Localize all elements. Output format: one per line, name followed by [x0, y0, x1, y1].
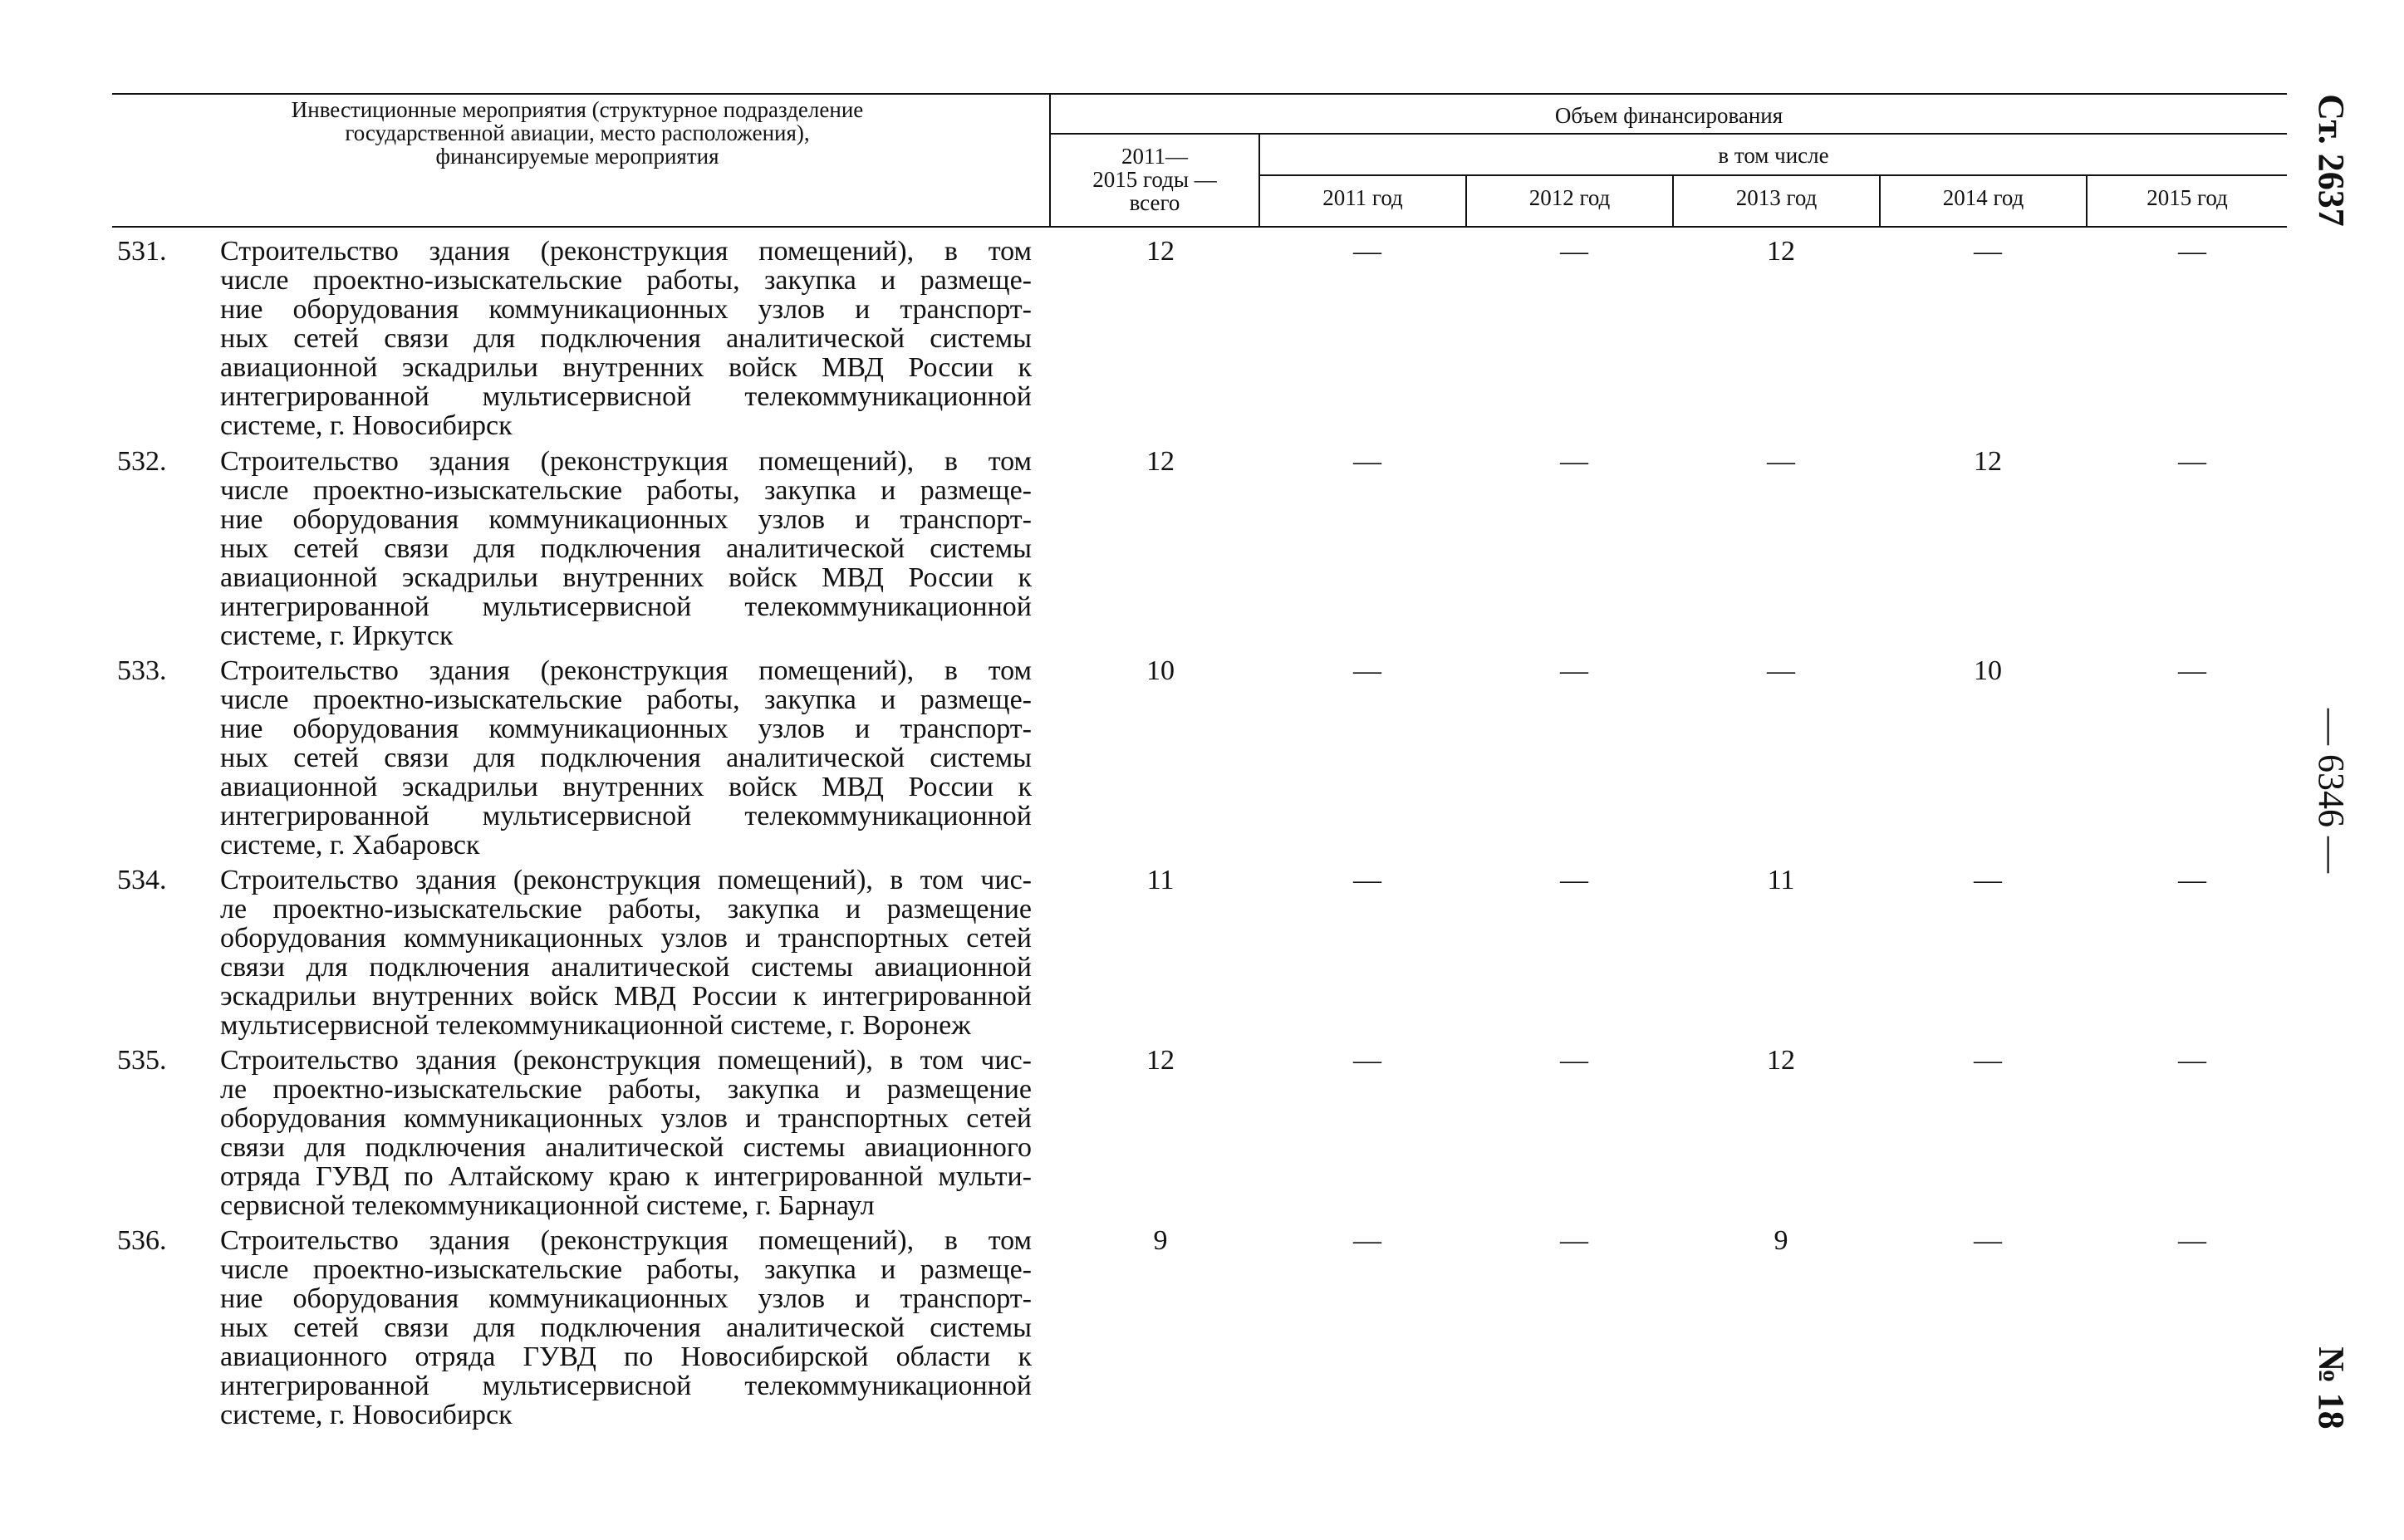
header-including: в том числе	[1718, 143, 1829, 168]
value-total: 12	[1146, 1045, 1175, 1076]
description-line: Строительство здания (реконструкция помещений), в том	[220, 446, 1032, 477]
header-funding: Объем финансирования	[1554, 103, 1783, 128]
description-line: ле проектно-изыскательские работы, закупка и размещение	[220, 1074, 1032, 1105]
value-2012: —	[1560, 655, 1588, 686]
header-funding-rule	[1049, 133, 2287, 135]
header-total	[1051, 145, 1258, 214]
header-measures-line: финансируемые мероприятия	[435, 144, 719, 169]
header-year-2015: 2015 год	[2146, 185, 2228, 210]
header-year-2011: 2011 год	[1322, 185, 1403, 210]
row-description	[220, 656, 1032, 860]
description-line: оборудования коммуникационных узлов и транспортных сетей	[220, 1103, 1032, 1134]
description-line: системе, г. Хабаровск	[220, 830, 480, 861]
value-2011: —	[1353, 236, 1381, 267]
description-line: оборудования коммуникационных узлов и транспортных сетей	[220, 923, 1032, 954]
value-2011: —	[1353, 655, 1381, 686]
value-2013: 11	[1767, 865, 1795, 895]
description-line: ных сетей связи для подключения аналитической системы	[220, 533, 1032, 564]
description-line: связи для подключения аналитической системы авиационной	[220, 952, 1032, 983]
header-total-line: всего	[1129, 190, 1180, 215]
value-total: 12	[1146, 236, 1175, 267]
header-year-2012: 2012 год	[1528, 185, 1611, 210]
value-2012: —	[1560, 446, 1588, 477]
header-measures	[112, 98, 1043, 168]
value-total: 9	[1153, 1225, 1168, 1256]
value-2012: —	[1560, 1045, 1588, 1076]
article-number: Ст. 2637	[2311, 94, 2352, 227]
description-line: авиационной эскадрильи внутренних войск МВД России к	[220, 352, 1032, 383]
description-line: связи для подключения аналитической системы авиационного	[220, 1132, 1032, 1163]
value-2013: —	[1767, 655, 1795, 686]
issue-number: № 18	[2311, 1346, 2352, 1430]
description-line: авиационной эскадрильи внутренних войск МВД России к	[220, 772, 1032, 802]
header-measures-line: Инвестиционные мероприятия (структурное подразделение	[291, 97, 864, 122]
description-line: Строительство здания (реконструкция помещений), в том чис-	[220, 865, 1032, 895]
description-line: ле проектно-изыскательские работы, закупка и размещение	[220, 894, 1032, 924]
description-line: эскадрильи внутренних войск МВД России к интегрированной	[220, 981, 1032, 1012]
row-description	[220, 866, 1032, 1040]
description-line: системе, г. Новосибирск	[220, 410, 513, 441]
header-total-line: 2015 годы —	[1092, 167, 1217, 192]
value-2014: —	[1974, 1045, 2002, 1076]
header-total-line: 2011—	[1121, 144, 1188, 169]
description-line: Строительство здания (реконструкция помещений), в том	[220, 655, 1032, 686]
value-2014: —	[1974, 236, 2002, 267]
page-number: — 6346 —	[2311, 709, 2352, 873]
value-2015: —	[2178, 655, 2206, 686]
value-2014: 10	[1974, 655, 2002, 686]
value-2015: —	[2178, 1045, 2206, 1076]
description-line: числе проектно-изыскательские работы, закупка и размеще-	[220, 265, 1032, 296]
value-total: 10	[1146, 655, 1175, 686]
header-year-2013: 2013 год	[1735, 185, 1818, 210]
row-number: 534.	[117, 865, 167, 895]
description-line: ных сетей связи для подключения аналитической системы	[220, 323, 1032, 354]
header-bottom-rule	[112, 226, 2287, 228]
value-total: 12	[1146, 446, 1175, 477]
value-2013: 12	[1767, 1045, 1795, 1076]
value-2012: —	[1560, 865, 1588, 895]
value-2013: 12	[1767, 236, 1795, 267]
value-2013: —	[1767, 446, 1795, 477]
row-description	[220, 1046, 1032, 1220]
description-line: интегрированной мультисервисной телекоммуникационной	[220, 381, 1032, 412]
description-line: интегрированной мультисервисной телекоммуникационной	[220, 801, 1032, 831]
header-year-2014: 2014 год	[1942, 185, 2024, 210]
value-2011: —	[1353, 865, 1381, 895]
row-description	[220, 447, 1032, 650]
value-2011: —	[1353, 446, 1381, 477]
description-line: числе проектно-изыскательские работы, закупка и размеще-	[220, 1254, 1032, 1285]
description-line: системе, г. Иркутск	[220, 620, 454, 651]
value-2015: —	[2178, 1225, 2206, 1256]
description-line: интегрированной мультисервисной телекоммуникационной	[220, 591, 1032, 622]
description-line: числе проектно-изыскательские работы, закупка и размеще-	[220, 684, 1032, 715]
row-number: 535.	[117, 1045, 167, 1076]
row-description	[220, 237, 1032, 440]
value-2013: 9	[1774, 1225, 1788, 1256]
description-line: Строительство здания (реконструкция помещений), в том	[220, 236, 1032, 267]
row-number: 536.	[117, 1225, 167, 1256]
value-2012: —	[1560, 236, 1588, 267]
value-2011: —	[1353, 1225, 1381, 1256]
description-line: ние оборудования коммуникационных узлов и транспорт-	[220, 1283, 1032, 1314]
value-2011: —	[1353, 1045, 1381, 1076]
value-2014: 12	[1974, 446, 2002, 477]
description-line: отряда ГУВД по Алтайскому краю к интегрированной мульти-	[220, 1161, 1032, 1192]
description-line: авиационной эскадрильи внутренних войск МВД России к	[220, 562, 1032, 593]
value-2015: —	[2178, 446, 2206, 477]
value-2014: —	[1974, 1225, 2002, 1256]
description-line: авиационного отряда ГУВД по Новосибирской области к	[220, 1341, 1032, 1372]
description-line: интегрированной мультисервисной телекоммуникационной	[220, 1371, 1032, 1401]
row-number: 531.	[117, 236, 167, 267]
description-line: ных сетей связи для подключения аналитической системы	[220, 1312, 1032, 1343]
description-line: сервисной телекоммуникационной системе, г. Барнаул	[220, 1190, 875, 1221]
row-number: 532.	[117, 446, 167, 477]
header-measures-line: государственной авиации, место расположения),	[345, 120, 810, 145]
value-2012: —	[1560, 1225, 1588, 1256]
row-number: 533.	[117, 655, 167, 686]
table-top-rule	[112, 93, 2287, 95]
header-including-rule	[1258, 174, 2287, 176]
description-line: Строительство здания (реконструкция помещений), в том чис-	[220, 1045, 1032, 1076]
description-line: ных сетей связи для подключения аналитической системы	[220, 743, 1032, 773]
description-line: Строительство здания (реконструкция помещений), в том	[220, 1225, 1032, 1256]
row-description	[220, 1226, 1032, 1430]
description-line: ние оборудования коммуникационных узлов и транспорт-	[220, 714, 1032, 744]
value-2015: —	[2178, 236, 2206, 267]
description-line: ние оборудования коммуникационных узлов и транспорт-	[220, 294, 1032, 325]
description-line: мультисервисной телекоммуникационной системе, г. Воронеж	[220, 1010, 971, 1041]
description-line: ние оборудования коммуникационных узлов и транспорт-	[220, 504, 1032, 535]
value-2015: —	[2178, 865, 2206, 895]
value-2014: —	[1974, 865, 2002, 895]
value-total: 11	[1146, 865, 1175, 895]
description-line: системе, г. Новосибирск	[220, 1400, 513, 1430]
description-line: числе проектно-изыскательские работы, закупка и размеще-	[220, 475, 1032, 506]
